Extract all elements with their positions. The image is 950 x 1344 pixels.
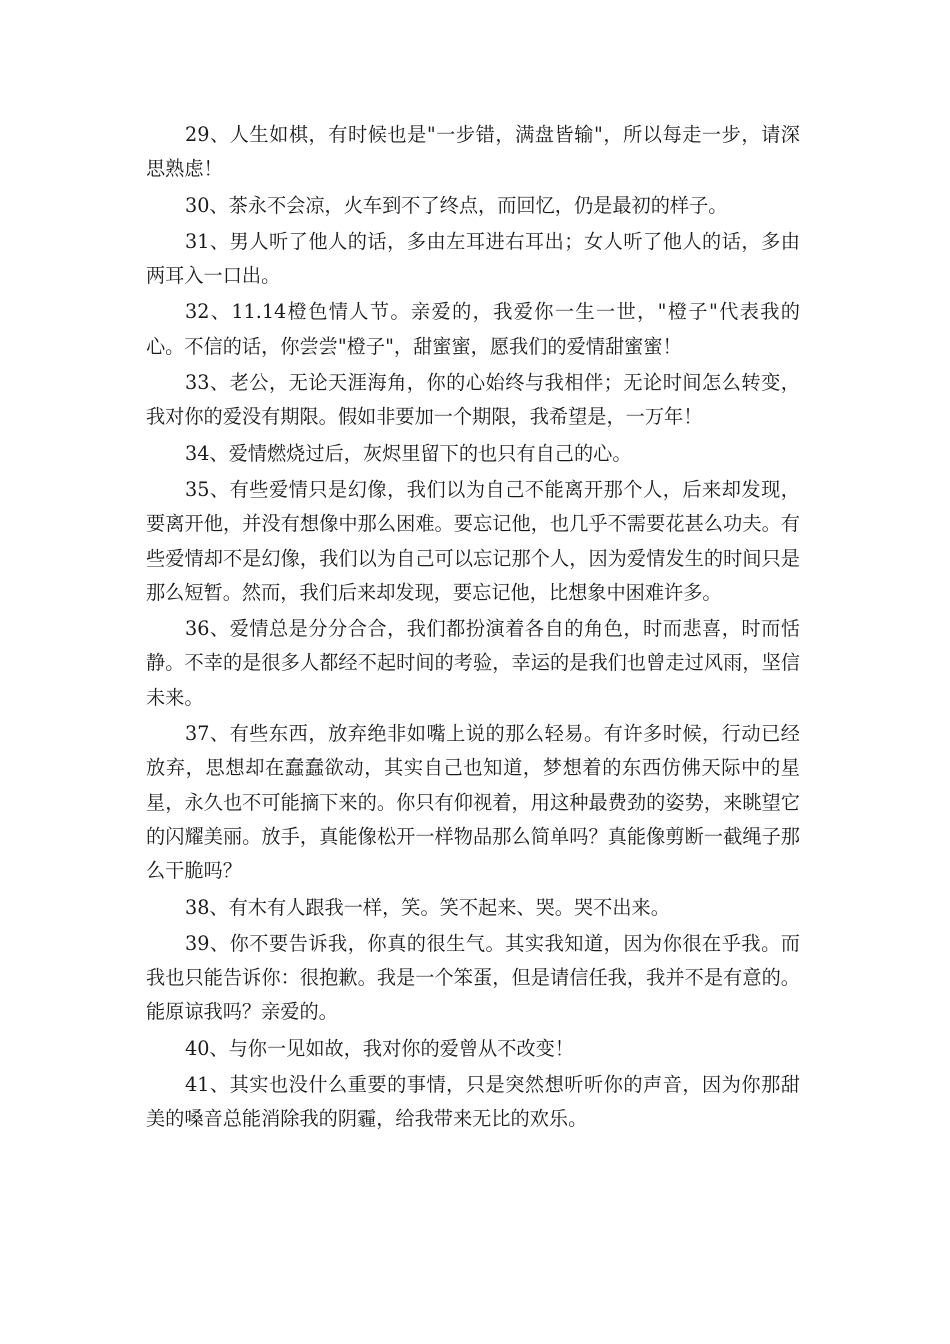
paragraph-36: 36、爱情总是分分合合，我们都扮演着各自的角色，时而悲喜，时而恬静。不幸的是很多人都经不起时间的考验，幸运的是我们也曾走过风雨，坚信未来。 xyxy=(146,617,800,709)
paragraph-32: 32、11.14橙色情人节。亲爱的，我爱你一生一世，"橙子"代表我的心。不信的话，你尝尝"橙子"，甜蜜蜜，愿我们的爱情甜蜜蜜！ xyxy=(146,300,800,358)
paragraph-39: 39、你不要告诉我，你真的很生气。其实我知道，因为你很在乎我。而我也只能告诉你：很抱歉。我是一个笨蛋，但是请信任我，我并不是有意的。能原谅我吗？亲爱的。 xyxy=(146,931,800,1024)
paragraph-40: 40、与你一见如故，我对你的爱曾从不改变！ xyxy=(185,1036,574,1060)
paragraph-30: 30、茶永不会凉，火车到不了终点，而回忆，仍是最初的样子。 xyxy=(185,193,728,217)
paragraph-31: 31、男人听了他人的话，多由左耳进右耳出；女人听了他人的话，多由两耳入一口出。 xyxy=(146,229,800,288)
paragraph-29: 29、人生如棋，有时候也是"一步错，满盘皆输"，所以每走一步，请深思熟虑！ xyxy=(146,123,800,181)
document-body xyxy=(146,118,800,1139)
paragraph-37: 37、有些东西，放弃绝非如嘴上说的那么轻易。有许多时候，行动已经放弃，思想却在蠢蠢欲动，其实自己也知道，梦想着的东西仿佛天际中的星星，永久也不可能摘下来的。你只有仰视着，用这种最费劲的姿势，来眺望它的闪耀美丽。放手，真能像松开一样物品那么简单吗？真能像剪断一截绳子那么干脆吗？ xyxy=(146,722,800,883)
paragraph-41: 41、其实也没什么重要的事情，只是突然想听听你的声音，因为你那甜美的嗓音总能消除我的阴霾，给我带来无比的欢乐。 xyxy=(146,1073,800,1131)
paragraph-34: 34、爱情燃烧过后，灰烬里留下的也只有自己的心。 xyxy=(185,441,632,465)
paragraph-33: 33、老公，无论天涯海角，你的心始终与我相伴；无论时间怎么转变，我对你的爱没有期限。假如非要加一个期限，我希望是，一万年！ xyxy=(146,371,800,429)
paragraph-38: 38、有木有人跟我一样，笑。笑不起来、哭。哭不出来。 xyxy=(185,895,670,919)
paragraph-35: 35、有些爱情只是幻像，我们以为自己不能离开那个人，后来却发现，要离开他，并没有想像中那么困难。要忘记他，也几乎不需要花甚么功夫。有些爱情却不是幻像，我们以为自己可以忘记那个人，因为爱情发生的时间只是那么短暂。然而，我们后来却发现，要忘记他，比想象中困难许多。 xyxy=(146,477,800,604)
